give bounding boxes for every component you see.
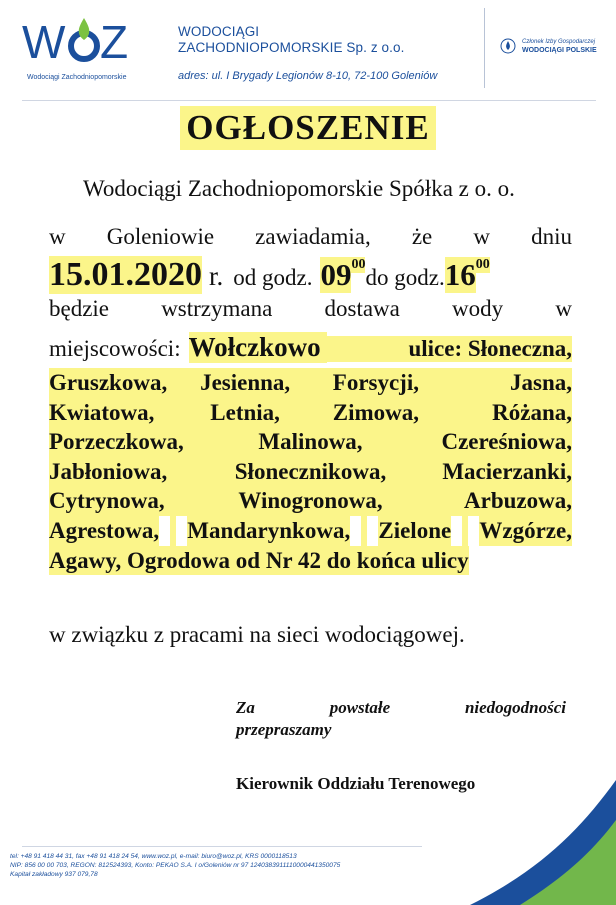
place-label: miejscowości: [49, 336, 181, 361]
street-line [49, 427, 572, 457]
street: Różana, [441, 398, 572, 428]
footer-line: Kapitał zakładowy 937 079,78 [10, 871, 98, 878]
street: Mandarynkowa, [187, 516, 350, 546]
word: w [49, 224, 66, 249]
word: zawiadamia, [255, 224, 371, 249]
woz-logo-icon [22, 14, 138, 70]
membership-caption: Członek Izby Gospodarczej [522, 39, 596, 45]
street: Jabłoniowa, [49, 457, 223, 487]
street: Zielone [378, 516, 451, 546]
membership-badge [500, 34, 610, 64]
street: Arbuzowa, [398, 486, 572, 516]
suspension-line [49, 296, 572, 322]
notice-title: OGŁOSZENIE [180, 106, 435, 150]
streets-head: ulice: Słoneczna, [327, 336, 572, 362]
footer-line: tel: +48 91 418 44 31, fax +48 91 418 24 54, www.woz.pl, e-mail: biuro@woz.pl, KRS 0000118513 [10, 853, 297, 860]
street: Kwiatowa, [49, 398, 180, 428]
street: Porzeczkowa, [49, 427, 223, 457]
street: Gruszkowa, [49, 368, 180, 398]
town-name: Wołczkowo [189, 332, 327, 363]
announcement-line [49, 224, 572, 250]
reason-line: w związku z pracami na sieci wodociągowej. [49, 622, 465, 647]
street-line [49, 398, 572, 428]
company-name-line1: WODOCIĄGI [178, 24, 260, 39]
footer-rule [22, 846, 422, 847]
street: Forsycji, [311, 368, 442, 398]
street: Czereśniowa, [398, 427, 572, 457]
word: wody [452, 296, 504, 321]
company-name-line2: ZACHODNIOPOMORSKIE Sp. z o.o. [178, 40, 405, 55]
word: będzie [49, 296, 110, 321]
word: dostawa [324, 296, 400, 321]
street-last: Agawy, Ogrodowa od Nr 42 do końca ulicy [49, 546, 469, 576]
word: w [555, 296, 572, 321]
company-name [178, 24, 404, 56]
street-list [49, 368, 572, 575]
street-line [49, 516, 572, 546]
street: Agrestowa, [49, 516, 159, 546]
street-line [49, 486, 572, 516]
to-hour: 16 [444, 257, 476, 292]
word: powstałe [329, 698, 391, 717]
outage-date: 15.01.2020 [49, 256, 202, 293]
street-line [49, 546, 572, 576]
header-divider [484, 8, 485, 88]
svg-text:Z: Z [100, 16, 129, 68]
street: Cytrynowa, [49, 486, 223, 516]
date-suffix: r. [209, 261, 224, 291]
from-hour: 09 [320, 257, 352, 292]
street: Jasna, [441, 368, 572, 398]
from-label: od godz. [233, 265, 313, 290]
word: niedogodności [464, 698, 566, 717]
word: w [473, 224, 490, 249]
signature: Kierownik Oddziału Terenowego [236, 774, 476, 793]
company-logo [22, 14, 142, 84]
word: wstrzymana [161, 296, 273, 321]
membership-name: WODOCIĄGI POLSKIE [522, 47, 597, 54]
intro-line: Wodociągi Zachodniopomorskie Spółka z o. o. [83, 176, 515, 201]
footer-line: NIP: 856 00 00 703, REGON: 812524393, Konto: PEKAO S.A. I o/Goleniów nr 97 1240383911110000441350075 [10, 862, 341, 869]
street: Słonecznikowa, [223, 457, 397, 487]
street: Malinowa, [223, 427, 397, 457]
svg-text:W: W [22, 16, 65, 68]
company-address: adres: ul. I Brygady Legionów 8-10, 72-100 Goleniów [178, 70, 438, 82]
to-minutes: 00 [475, 257, 490, 272]
title-block [0, 106, 616, 150]
word: Goleniowie [106, 224, 215, 249]
footer-info [10, 852, 340, 879]
corner-decoration-icon [430, 760, 616, 905]
apology-end: przepraszamy [236, 720, 332, 739]
street: Jesienna, [180, 368, 311, 398]
water-drop-icon [500, 38, 516, 54]
word: dniu [531, 224, 572, 249]
street: Winogronowa, [223, 486, 397, 516]
word: Za [236, 698, 255, 717]
apology [236, 697, 566, 741]
to-label: do godz. [365, 265, 445, 290]
logo-caption: Wodociągi Zachodniopomorskie [27, 74, 127, 81]
street: Wzgórze, [479, 516, 572, 546]
street: Macierzanki, [398, 457, 572, 487]
location-line [49, 332, 572, 363]
street: Letnia, [180, 398, 311, 428]
word: że [411, 224, 433, 249]
apology-line [236, 697, 566, 719]
street: Zimowa, [311, 398, 442, 428]
header-rule [22, 100, 596, 101]
street-line [49, 457, 572, 487]
date-time-line [49, 256, 572, 294]
from-minutes: 00 [351, 257, 366, 272]
street-line [49, 368, 572, 398]
